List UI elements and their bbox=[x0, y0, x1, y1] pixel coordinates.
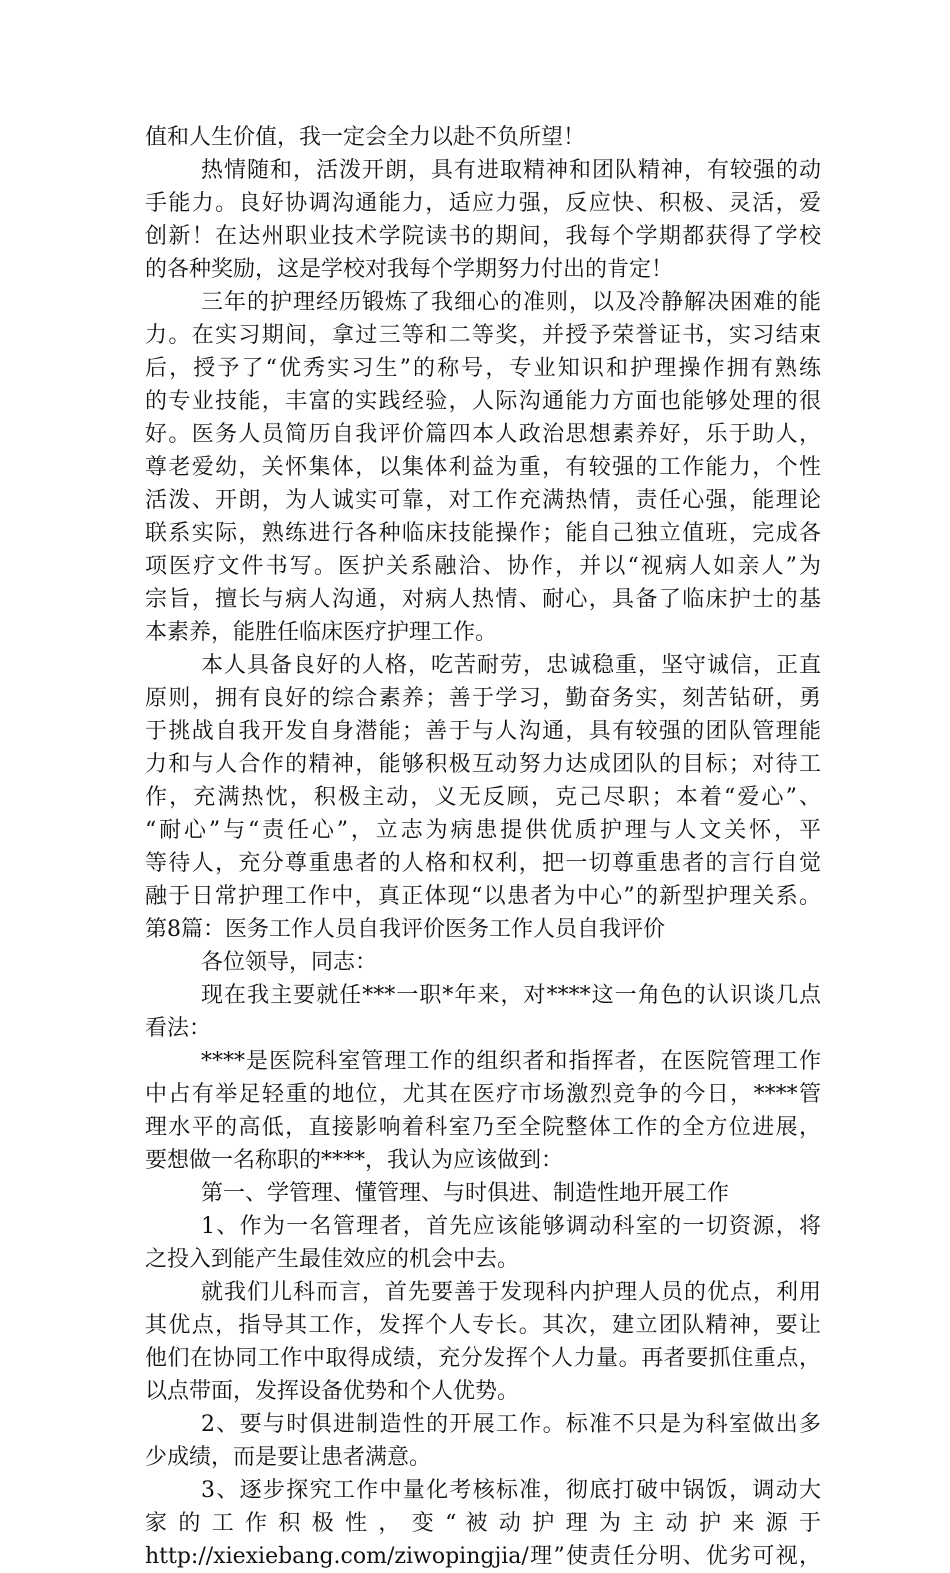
text-line: 值和人生价值，我一定会全力以赴不负所望！ bbox=[145, 125, 586, 150]
text-line: 活泼、开朗，为人诚实可靠，对工作充满热情，责任心强，能理论 bbox=[145, 488, 821, 513]
text-line: 项医疗文件书写。医护关系融洽、协作，并以“视病人如亲人”为 bbox=[145, 554, 821, 579]
text-line: 3、逐步探究工作中量化考核标准，彻底打破中锅饭，调动大 bbox=[201, 1478, 821, 1503]
document-page bbox=[145, 121, 821, 1573]
text-line: 融于日常护理工作中，真正体现“以患者为中心”的新型护理关系。 bbox=[145, 884, 821, 909]
text-line: 本人具备良好的人格，吃苦耐劳，忠诚稳重，坚守诚信，正直 bbox=[201, 653, 821, 678]
text-line: 的专业技能，丰富的实践经验，人际沟通能力方面也能够处理的很 bbox=[145, 389, 821, 414]
text-line: 要想做一名称职的****，我认为应该做到： bbox=[145, 1148, 564, 1173]
text-line: 作，充满热忱，积极主动，义无反顾，克己尽职；本着“爱心”、 bbox=[145, 785, 821, 810]
text-line: 现在我主要就任***一职*年来，对****这一角色的认识谈几点 bbox=[201, 983, 821, 1008]
text-line: 少成绩，而是要让患者满意。 bbox=[145, 1445, 432, 1470]
text-line: 联系实际，熟练进行各种临床技能操作；能自己独立值班，完成各 bbox=[145, 521, 821, 546]
text-line: 力。在实习期间，拿过三等和二等奖，并授予荣誉证书，实习结束 bbox=[145, 323, 821, 348]
text-line: 之投入到能产生最佳效应的机会中去。 bbox=[145, 1247, 520, 1272]
text-line: 2、要与时俱进制造性的开展工作。标准不只是为科室做出多 bbox=[201, 1412, 821, 1437]
text-line: 理水平的高低，直接影响着科室乃至全院整体工作的全方位进展， bbox=[145, 1115, 821, 1140]
text-line: 力和与人合作的精神，能够积极互动努力达成团队的目标；对待工 bbox=[145, 752, 821, 777]
text-line: 第一、学管理、懂管理、与时俱进、制造性地开展工作 bbox=[201, 1181, 730, 1206]
text-line: 等待人，充分尊重患者的人格和权利，把一切尊重患者的言行自觉 bbox=[145, 851, 821, 876]
text-line: 本素养，能胜任临床医疗护理工作。 bbox=[145, 620, 498, 645]
text-line: 看法： bbox=[145, 1016, 212, 1041]
text-line: 他们在协同工作中取得成绩，充分发挥个人力量。再者要抓住重点， bbox=[145, 1346, 821, 1371]
text-line: 创新！在达州职业技术学院读书的期间，我每个学期都获得了学校 bbox=[145, 224, 821, 249]
text-line: 手能力。良好协调沟通能力，适应力强，反应快、积极、灵活，爱 bbox=[145, 191, 821, 216]
text-line: 原则，拥有良好的综合素养；善于学习，勤奋务实，刻苦钻研，勇 bbox=[145, 686, 821, 711]
text-line: 热情随和，活泼开朗，具有进取精神和团队精神，有较强的动 bbox=[201, 158, 821, 183]
text-line: 1、作为一名管理者，首先应该能够调动科室的一切资源，将 bbox=[201, 1214, 821, 1239]
text-line: 第8篇：医务工作人员自我评价医务工作人员自我评价 bbox=[145, 917, 665, 942]
text-line: “耐心”与“责任心”，立志为病患提供优质护理与人文关怀，平 bbox=[145, 818, 821, 843]
text-line: 其优点，指导其工作，发挥个人专长。其次，建立团队精神，要让 bbox=[145, 1313, 821, 1338]
text-line: 于挑战自我开发自身潜能；善于与人沟通，具有较强的团队管理能 bbox=[145, 719, 821, 744]
text-line: 中占有举足轻重的地位，尤其在医疗市场激烈竞争的今日，****管 bbox=[145, 1082, 821, 1107]
text-line: 三年的护理经历锻炼了我细心的准则，以及冷静解决困难的能 bbox=[201, 290, 821, 315]
text-line: 后，授予了“优秀实习生”的称号，专业知识和护理操作拥有熟练 bbox=[145, 356, 821, 381]
text-line: 家 的 工 作 积 极 性 ， 变 “ 被 动 护 理 为 主 动 护 来 源 于 bbox=[145, 1511, 821, 1536]
text-line: 各位领导，同志： bbox=[201, 950, 378, 975]
text-line: 好。医务人员简历自我评价篇四本人政治思想素养好，乐于助人， bbox=[145, 422, 821, 447]
text-line: http://xiexiebang.com/ziwopingjia/理”使责任分明、优劣可视， bbox=[145, 1544, 821, 1569]
text-line: 以点带面，发挥设备优势和个人优势。 bbox=[145, 1379, 520, 1404]
text-line: 尊老爱幼，关怀集体，以集体利益为重，有较强的工作能力，个性 bbox=[145, 455, 821, 480]
text-line: 就我们儿科而言，首先要善于发现科内护理人员的优点，利用 bbox=[201, 1280, 821, 1305]
text-line: 宗旨，擅长与病人沟通，对病人热情、耐心，具备了临床护士的基 bbox=[145, 587, 821, 612]
text-line: ****是医院科室管理工作的组织者和指挥者，在医院管理工作 bbox=[201, 1049, 821, 1074]
text-line: 的各种奖励，这是学校对我每个学期努力付出的肯定！ bbox=[145, 257, 674, 282]
